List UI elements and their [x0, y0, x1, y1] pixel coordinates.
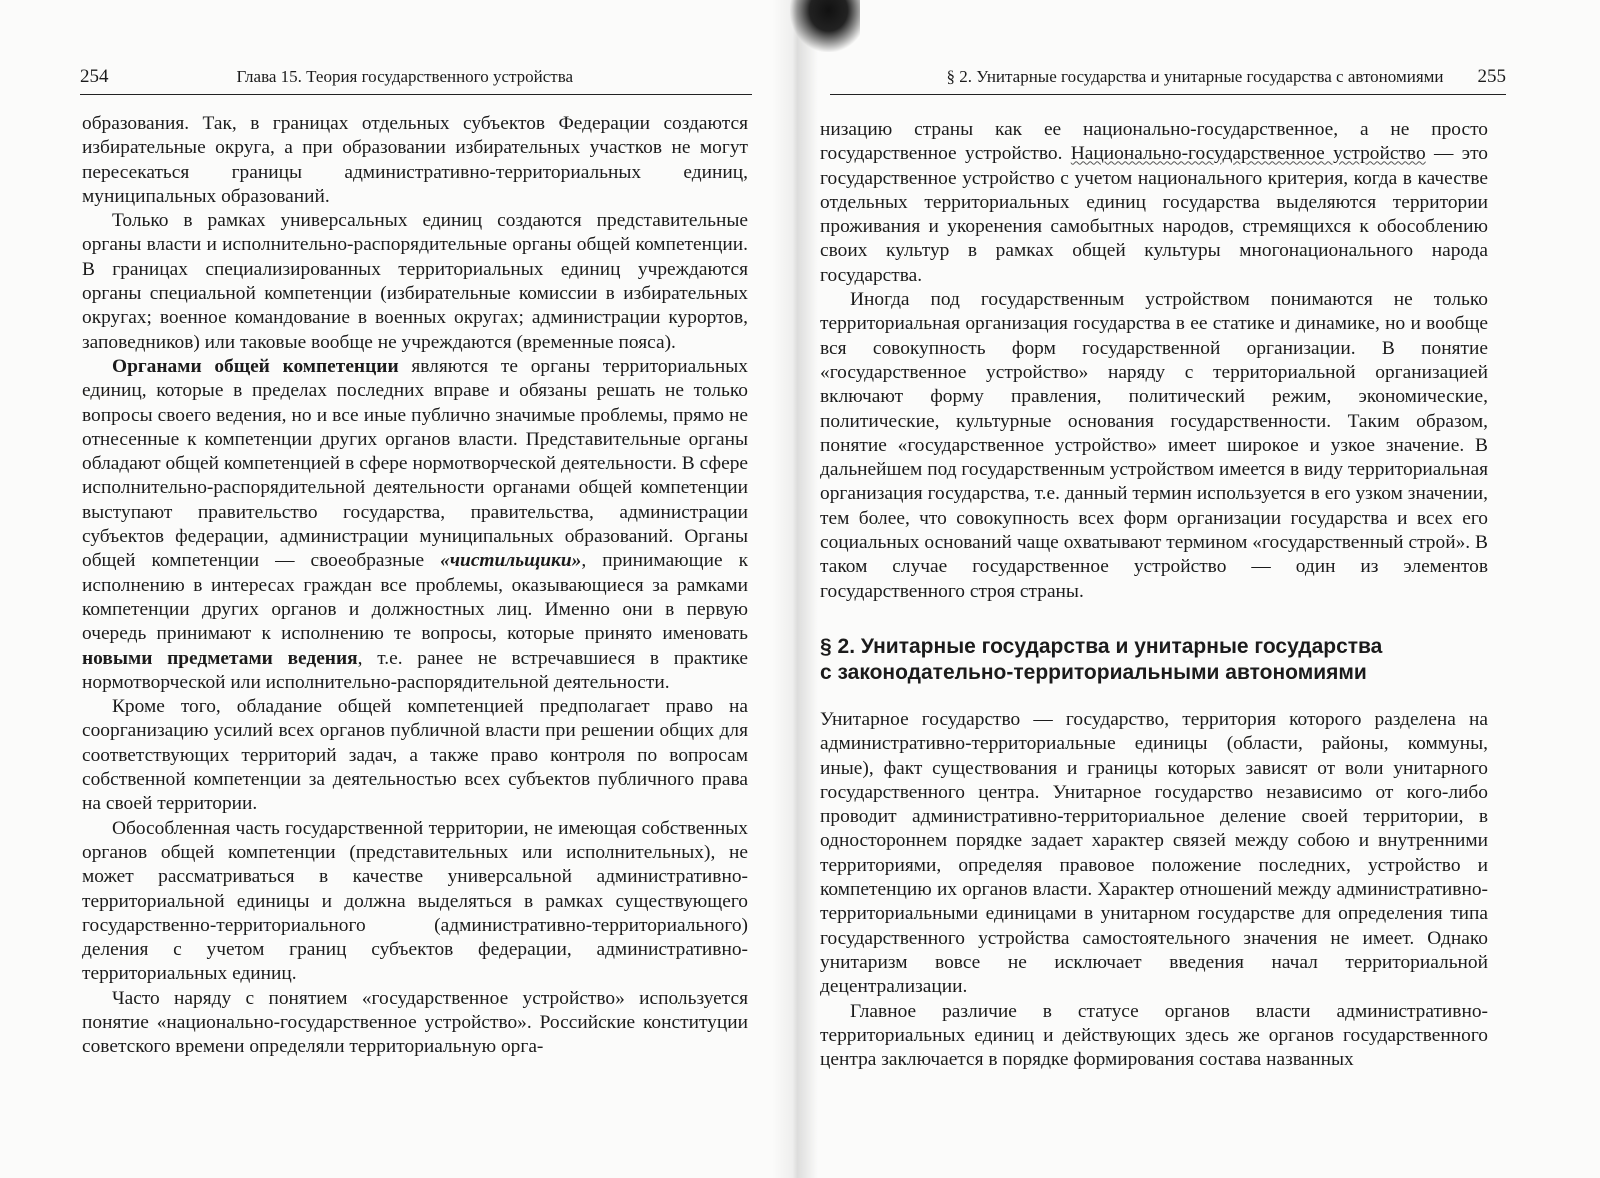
right-paragraph-1 — [820, 118, 1488, 288]
underlined-term-national-state: Национально-государственное устройство — [1070, 143, 1426, 165]
italic-term-cleaners: «чистильщики» — [440, 550, 582, 572]
left-paragraph-3-text: являются те органы территориальных единиц, которые в пределах последних вправе и обязаны решать не только вопросы своего ведения, но и все иные публично значимые проблемы, прямо не отнесенные к компетенции других органов власти. Представительные органы обладают общей компетенцией в сфере нормотворческой деятельности. В сфере исполнительно-распорядительной деятельности органами общей компетенции выступают правительство государства, правительства, администрации субъектов федерации, администрации муниципальных образований. Органы общей компетенции — своеобразные — [82, 355, 749, 572]
left-paragraph-1: образования. Так, в границах отдельных субъектов Федерации создаются избирательные округа, а при образовании избирательных участков не могут пересекаться границы административно-территориальных единиц, муниципальных образований. — [82, 113, 748, 207]
left-running-head-title: Глава 15. Теория государственного устройства — [236, 67, 574, 86]
right-paragraph-3: Унитарное государство — государство, территория которого разделена на административно-территориальные единицы (области, районы, коммуны, иные), факт существования и границы которых зависят от воли унитарного государственного центра. Унитарное государство независимо от кого-либо проводит административно-территориальное деление своей территории, в одностороннем порядке задает характер связей между собою и внутренними территориями, определяя правовое положение последних, устройство и компетенцию их органов власти. Характер отношений между административно-территориальными единицами в унитарном государстве для определения типа государственного устройства самостоятельного значения не имеет. Однако унитаризм вовсе не исключает введения начал территориальной децентрализации. — [820, 708, 1488, 998]
section-heading — [820, 634, 1488, 686]
right-page — [790, 0, 1600, 1178]
left-paragraph-2: Только в рамках универсальных единиц создаются представительные органы власти и исполнительно-распорядительные органы общей компетенции. В границах специализированных территориальных единиц учреждаются органы специальной компетенции (избирательные комиссии в избирательных округах; военное командование в военных округах; администрации курортов, заповедников) или таковые вообще не учреждаются (временные пояса). — [82, 210, 748, 353]
right-running-header — [830, 66, 1506, 95]
right-paragraph-1-start: низацию страны как ее национально-государственное, а не просто государственное устройство. — [820, 119, 1488, 165]
left-page-body — [82, 112, 748, 1060]
right-paragraph-4: Главное различие в статусе органов власти административно-территориальных единиц и действующих здесь же органов государственного центра заключается в порядке формирования состава названных — [820, 1000, 1488, 1071]
bold-term-general-competence: Органами общей компетенции — [112, 355, 399, 377]
bold-term-new-subjects: новыми предметами ведения — [82, 647, 358, 669]
left-page — [0, 0, 790, 1178]
left-paragraph-6: Часто наряду с понятием «государственное устройство» используется понятие «национально-государственное устройство». Российские конституции советского времени определяли территориальную орга- — [82, 987, 748, 1058]
right-paragraph-1-end: — это государственное устройство с учетом национального критерия, когда в качестве отдельных территориальных единиц государства выделяются территории проживания и укоренения самобытных народов, стремящихся к обособлению своих культур в рамках общей культуры многонационального народа государства. — [820, 143, 1488, 286]
left-paragraph-3 — [82, 355, 748, 695]
right-paragraph-2: Иногда под государственным устройством понимаются не только территориальная организация государства в ее статике и динамике, но и вообще вся совокупность форм государственной организации. В понятие «государственное устройство» наряду с территориальной организацией включают форму правления, политический режим, экономические, политические, культурные основания государственности. Таким образом, понятие «государственное устройство» имеет широкое и узкое значение. В дальнейшем под государственным устройством имеется в виду территориальная организация государства, т.е. данный термин используется в его узком значении, тем более, что совокупность всех форм организации государства и всех его социальных оснований чаще охватывают термином «государственный строй». В таком случае государственное устройство — один из элементов государственного строя страны. — [820, 289, 1488, 602]
right-running-head-title: § 2. Унитарные государства и унитарные государства с автономиями — [946, 67, 1444, 86]
left-running-header — [80, 66, 752, 95]
left-paragraph-5: Обособленная часть государственной территории, не имеющая собственных органов общей компетенции (представительных или исполнительных), не может рассматриваться в качестве универсальной административно-территориальной единицы и должна выделяться в рамках существующего государственно-территориального (административно-территориального) деления с учетом границ субъектов федерации, административно-территориальных единиц. — [82, 817, 748, 985]
section-heading-line-2: с законодательно-территориальными автономиями — [820, 660, 1367, 684]
left-paragraph-3-end: , т.е. ранее не встречавшиеся в практике нормотворческой или исполнительно-распорядительной деятельности. — [82, 647, 748, 693]
right-page-body — [820, 118, 1488, 1072]
left-page-number: 254 — [80, 66, 109, 87]
section-heading-line-1: § 2. Унитарные государства и унитарные государства — [820, 634, 1383, 658]
left-paragraph-3-cont: , принимающие к исполнению в интересах граждан все проблемы, оказывающиеся за рамками компетенции других органов и должностных лиц. Именно они в первую очередь принимают к исполнению те вопросы, которые принято именовать — [82, 550, 748, 645]
left-paragraph-4: Кроме того, обладание общей компетенцией предполагает право на соорганизацию усилий всех органов публичной власти при решении общих для соответствующих территорий задач, а также право контроля по вопросам собственной компетенции за деятельностью всех субъектов публичного права на своей территории. — [82, 696, 748, 815]
right-page-number: 255 — [1477, 66, 1506, 87]
